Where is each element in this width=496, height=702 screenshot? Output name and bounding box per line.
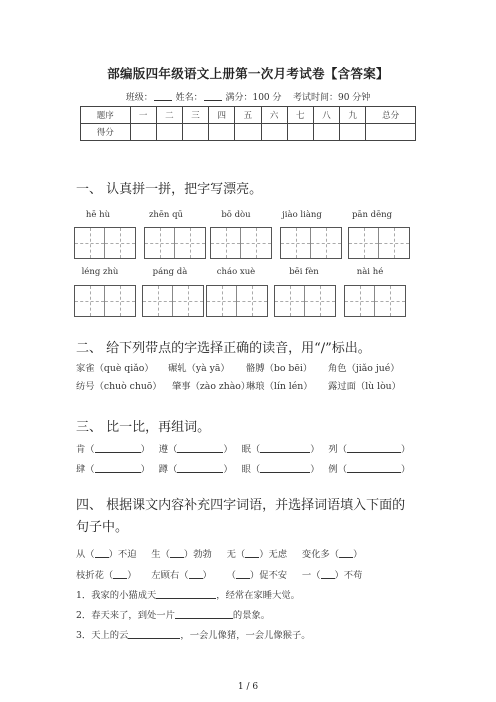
reading-item: 露过面（lù lòu） [328,381,401,392]
writing-grid[interactable] [280,227,342,259]
row-label: 得分 [81,124,131,141]
answer-blank[interactable] [321,569,335,579]
idiom-part: ）无虑 [259,549,288,560]
class-label: 班级： [125,93,153,103]
answer-blank[interactable] [260,443,310,453]
header-cell: 四 [209,107,235,124]
answer-blank[interactable] [236,569,250,579]
reading-item: 角色（jiǎo jué） [328,363,400,374]
document-title: 部编版四年级语文上册第一次月考试卷【含答案】 [107,66,389,81]
section-3-heading: 三、 比一比，再组词。 [76,420,211,435]
idiom-part: 变化多（ [301,549,340,560]
header-cell: 六 [261,107,287,124]
pinyin-label: páng dà [152,267,188,277]
score-table-header [81,107,416,124]
writing-grid[interactable] [142,285,204,317]
answer-blank[interactable] [156,589,216,599]
idiom-row-1 [76,546,362,560]
class-blank [154,92,172,101]
idiom-part: （ [226,570,236,581]
answer-blank[interactable] [245,548,259,558]
sentence-text: 的景象。 [232,610,271,621]
section-4-heading-line2: 句子中。 [76,520,129,535]
answer-blank[interactable] [95,463,141,473]
page-number: 1 / 6 [237,682,259,692]
paren-close: ） [140,464,150,475]
idiom-part: ）勃勃 [183,549,212,560]
header-cell: 五 [235,107,261,124]
writing-grid[interactable] [274,285,336,317]
score-cell[interactable] [156,124,182,141]
idiom-row-2 [76,567,362,581]
sentence-text: ，一会儿像猪，一会儿像猴子。 [180,630,311,641]
compare-row-1 [76,441,410,455]
paren-close: ） [401,464,411,475]
paren-close: ） [223,444,233,455]
paren-close: ） [223,464,233,475]
sentence-text: 3．天上的云 [76,630,129,641]
paren-close: ） [401,444,411,455]
sentence-3 [76,627,311,641]
answer-blank[interactable] [177,463,223,473]
score-cell[interactable] [261,124,287,141]
pinyin-label: cháo xuè [216,267,256,277]
score-cell[interactable] [340,124,366,141]
idiom-part: ） [127,570,137,581]
compare-char: 例（ [328,464,347,475]
header-cell: 九 [340,107,366,124]
compare-char: 遵（ [158,444,178,455]
section-2-heading: 二、 给下列带点的字选择正确的读音，用“/”标出。 [76,341,371,356]
answer-blank[interactable] [177,443,223,453]
idiom-part: ）不迫 [108,549,137,560]
idiom-part: ） [202,570,212,581]
idiom-part: 左顾右（ [151,570,189,581]
pinyin-label: hē hù [85,210,111,220]
sentence-text: 2．春天来了，到处一片 [76,610,175,621]
idiom-part: 一（ [301,570,321,581]
writing-grid[interactable] [74,227,136,259]
header-cell: 八 [313,107,339,124]
pinyin-label: jiào liàng [282,210,322,220]
compare-char: 列（ [328,444,347,455]
paren-close: ） [310,464,320,475]
compare-char: 眠（ [241,444,261,455]
answer-blank[interactable] [170,548,184,558]
score-cell[interactable] [313,124,339,141]
answer-blank[interactable] [347,443,401,453]
answer-blank[interactable] [339,548,353,558]
idiom-part: 无（ [226,549,246,560]
compare-char: 肆（ [76,464,95,475]
pinyin-label: bō dòu [221,210,251,220]
time-label: 考试时间：90 分钟 [292,93,371,103]
score-label: 满分：100 分 [225,93,282,103]
paren-close: ） [310,444,320,455]
score-cell[interactable] [235,124,261,141]
answer-blank[interactable] [128,629,180,639]
score-cell[interactable] [209,124,235,141]
answer-blank[interactable] [113,569,127,579]
sentence-1 [76,587,300,601]
answer-blank[interactable] [175,609,233,619]
header-cell: 总分 [366,107,416,124]
name-blank [204,92,222,101]
compare-row-2 [76,461,410,475]
compare-char: 眼（ [241,464,261,475]
pinyin-label: pān dēng [351,210,393,220]
compare-char: 肯（ [76,444,95,455]
sentence-text: 1．我家的小猫成天 [76,590,157,601]
score-cell[interactable] [366,124,416,141]
idiom-part: ） [353,549,363,560]
idiom-part: 枝折花（ [76,570,114,581]
score-cell[interactable] [287,124,313,141]
reading-item: 纺号（chuò chuō） [76,381,162,392]
pinyin-label: léng zhù [81,267,119,277]
idiom-part: 生（ [151,549,170,560]
score-cell[interactable] [130,124,156,141]
answer-blank[interactable] [347,463,401,473]
answer-blank[interactable] [95,443,141,453]
writing-grid[interactable] [210,227,272,259]
score-cell[interactable] [182,124,208,141]
paren-close: ） [140,444,150,455]
writing-grid[interactable] [348,227,410,259]
reading-item: 家雀（què qiǎo） [76,363,154,374]
exam-info [0,90,496,103]
idiom-part: 从（ [76,549,95,560]
reading-item: 碾轧（yà yā） [168,363,230,374]
header-cell: 二 [156,107,182,124]
writing-grid[interactable] [74,285,136,317]
header-cell: 七 [287,107,313,124]
reading-item: 肇事（zào zhào） [172,381,251,392]
writing-grid[interactable] [206,285,268,317]
compare-char: 蹲（ [158,464,178,475]
writing-grid[interactable] [144,227,206,259]
idiom-part: ）促不安 [249,570,288,581]
idiom-part: ）不苟 [334,570,363,581]
section-4-heading-line1: 四、 根据课文内容补充四字词语，并选择词语填入下面的 [76,498,406,513]
sentence-2 [76,607,270,621]
pinyin-label: zhēn qū [148,210,184,220]
name-label: 姓名： [175,93,203,103]
reading-item: 琳琅（lín lén） [246,381,313,392]
writing-grid[interactable] [344,285,406,317]
section-1-heading: 一、 认真拼一拼，把字写漂亮。 [76,182,263,197]
header-cell: 三 [182,107,208,124]
header-cell: 题序 [81,107,131,124]
score-table-row [81,124,416,141]
answer-blank[interactable] [95,548,109,558]
pinyin-label: nài hé [356,267,384,277]
pinyin-label: bēi fèn [289,267,319,277]
answer-blank[interactable] [189,569,203,579]
score-table [80,106,416,141]
sentence-text: ，经常在家睡大觉。 [216,590,300,601]
reading-item: 骼膊（bo bēi） [246,363,313,374]
header-cell: 一 [130,107,156,124]
answer-blank[interactable] [260,463,310,473]
